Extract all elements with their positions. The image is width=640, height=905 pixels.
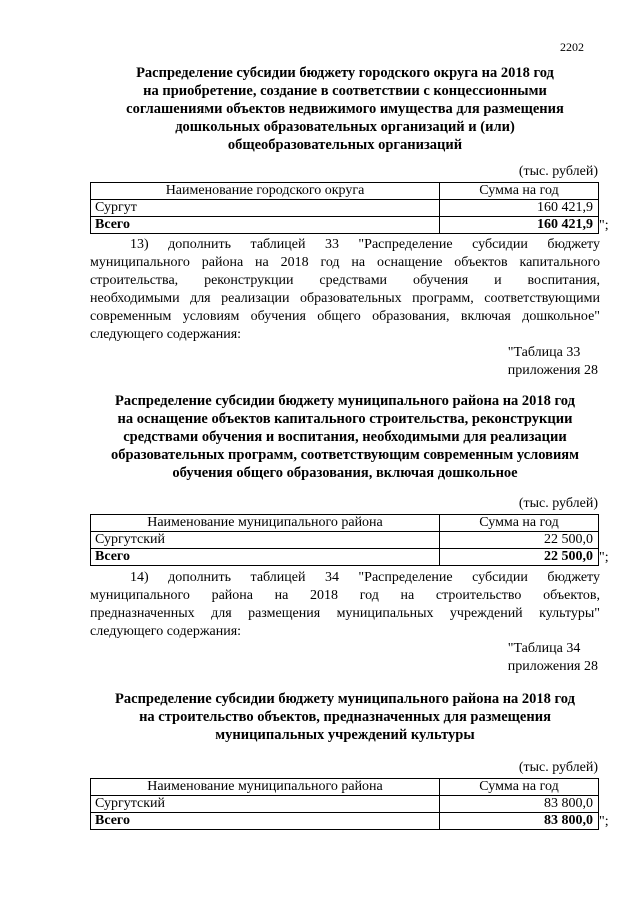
table-row	[91, 796, 599, 813]
table-cell: Сургутский	[91, 532, 440, 549]
note-line: "Таблица 34	[507, 641, 581, 656]
page-number: 2202	[560, 40, 584, 54]
paragraph-line: муниципального района на 2018 год на оснащение объектов капитального	[90, 255, 600, 270]
paragraph-line: предназначенных для размещения муниципальных учреждений культуры"	[90, 606, 600, 621]
table-header-row	[91, 779, 599, 796]
title-line: на приобретение, создание в соответствии с концессионными	[143, 83, 547, 99]
table-cell: 160 421,9	[440, 200, 599, 217]
section3-title	[90, 690, 600, 744]
title-line: средствами обучения и воспитания, необходимыми для реализации	[123, 429, 567, 445]
table-cell: 83 800,0	[440, 796, 599, 813]
title-line: соглашениями объектов недвижимого имущества для размещения	[126, 101, 564, 117]
table-cell: Сургутский	[91, 796, 440, 813]
column-header: Наименование муниципального района	[91, 779, 440, 796]
table-total-row	[91, 217, 599, 234]
title-line: муниципальных учреждений культуры	[215, 727, 475, 743]
note-line: приложения 28	[507, 363, 598, 378]
paragraph-14	[90, 569, 600, 641]
title-line: образовательных программ, соответствующим современным условиям	[110, 447, 580, 463]
paragraph-line: следующего содержания:	[90, 624, 242, 639]
table-total-row	[91, 813, 599, 830]
note-line: приложения 28	[507, 659, 598, 674]
column-header: Наименование городского округа	[91, 183, 440, 200]
total-label: Всего	[91, 813, 440, 830]
subsidy-table-1	[90, 182, 599, 234]
title-line: на строительство объектов, предназначенных для размещения	[139, 709, 551, 725]
paragraph-line: 13) дополнить таблицей 33 "Распределение субсидии бюджету	[130, 237, 600, 252]
total-value: 160 421,9	[440, 217, 599, 234]
closing-quote: ";	[599, 814, 609, 829]
title-line: на оснащение объектов капитального строительства, реконструкции	[117, 411, 573, 427]
table-33-note	[508, 344, 598, 380]
paragraph-line: современным условиям обучения общего образования, включая дошкольное"	[90, 309, 600, 324]
paragraph-line: муниципального района на 2018 год на строительство объектов,	[90, 588, 600, 603]
table-cell: 22 500,0	[440, 532, 599, 549]
closing-quote: ";	[599, 550, 609, 565]
paragraph-line: 14) дополнить таблицей 34 "Распределение субсидии бюджету	[130, 570, 600, 585]
title-line: Распределение субсидии бюджету городского округа на 2018 год	[136, 65, 554, 81]
total-label: Всего	[91, 217, 440, 234]
subsidy-table-2	[90, 514, 599, 566]
section1-title	[90, 64, 600, 154]
table-cell: Сургут	[91, 200, 440, 217]
section2-title	[90, 392, 600, 482]
table-34-note	[508, 640, 598, 676]
title-line: общеобразовательных организаций	[227, 137, 463, 153]
title-line: дошкольных образовательных организаций и (или)	[175, 119, 515, 135]
units-label: (тыс. рублей)	[518, 496, 598, 511]
table-row	[91, 532, 599, 549]
column-header: Сумма на год	[440, 183, 599, 200]
paragraph-13	[90, 236, 600, 344]
table-total-row	[91, 549, 599, 566]
title-line: Распределение субсидии бюджету муниципального района на 2018 год	[115, 393, 575, 409]
units-label: (тыс. рублей)	[518, 164, 598, 179]
total-label: Всего	[91, 549, 440, 566]
paragraph-line: необходимыми для реализации образовательных программ, соответствующими	[90, 291, 600, 306]
units-label: (тыс. рублей)	[518, 760, 598, 775]
table-row	[91, 200, 599, 217]
total-value: 22 500,0	[440, 549, 599, 566]
subsidy-table-3	[90, 778, 599, 830]
paragraph-line: следующего содержания:	[90, 327, 242, 342]
column-header: Наименование муниципального района	[91, 515, 440, 532]
table-header-row	[91, 515, 599, 532]
closing-quote: ";	[599, 218, 609, 233]
title-line: Распределение субсидии бюджету муниципального района на 2018 год	[115, 691, 575, 707]
title-line: обучения общего образования, включая дошкольное	[172, 465, 518, 481]
table-header-row	[91, 183, 599, 200]
total-value: 83 800,0	[440, 813, 599, 830]
column-header: Сумма на год	[440, 515, 599, 532]
column-header: Сумма на год	[440, 779, 599, 796]
note-line: "Таблица 33	[507, 345, 581, 360]
paragraph-line: строительства, реконструкции средствами обучения и воспитания,	[90, 273, 600, 288]
